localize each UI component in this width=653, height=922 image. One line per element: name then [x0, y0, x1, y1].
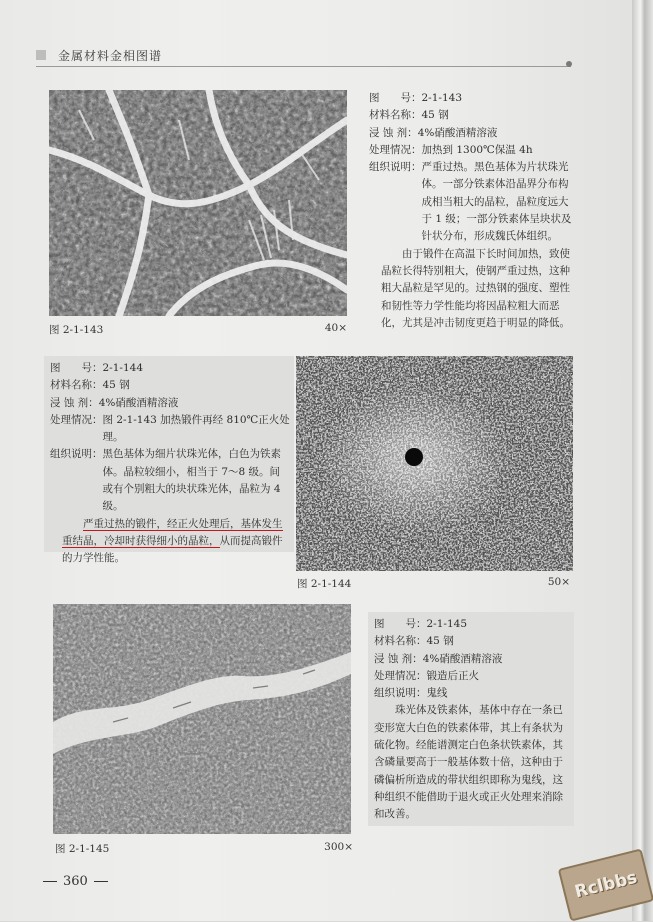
figure-number: 2-1-144: [102, 362, 143, 374]
caption-label: 图 2-1-145: [55, 843, 110, 855]
etchant: 4%硝酸酒精溶液: [98, 396, 179, 409]
page-number: 360: [37, 874, 114, 889]
discussion-paragraph: 严重过热的锻件，经正火处理后，基体发生重结晶，冷却时获得细小的晶粒，从而提高锻件的力学性能。: [62, 517, 283, 565]
watermark-stamp: Rclbbs: [558, 848, 653, 921]
treatment: 锻造后正火: [426, 669, 479, 682]
figure-number: 2-1-145: [426, 618, 467, 630]
magnification: 50×: [547, 576, 570, 588]
book-title: 金属材料金相图谱: [58, 48, 163, 63]
structure-description: 黑色基体为细片状珠光体，白色为铁素体。晶粒较细小，相当于 7～8 级。间或有个别粗大的块状珠光体，晶粒为 4 级。: [102, 448, 281, 513]
material-name: 45 钢: [426, 635, 454, 648]
page-edge: [632, 0, 653, 921]
material-name: 45 钢: [102, 379, 130, 392]
micrograph-2-1-143: [49, 90, 347, 316]
treatment: 图 2-1-143 加热锻件再经 810℃正火处理。: [102, 413, 290, 444]
structure-description: 严重过热。黑色基体为片状珠光体。一部分铁素体沿晶界分布构成相当粗大的晶粒，晶粒度远大于 1 级；一部分铁素体呈块状及针状分布，形成魏氏体组织。: [421, 161, 572, 243]
discussion-paragraph: 珠光体及铁素体，基体中存在一条已变形宽大白色的铁素体带，其上有条状为硫化物。经能谱测定白色条状铁素体，其含磷量要高于一般基体数十倍，这种由于磷偏析所造成的带状组织即称为鬼线，这种组织不能借助于退火或正火处理来消除和改善。: [374, 704, 563, 821]
caption-label: 图 2-1-144: [297, 578, 352, 590]
caption-label: 图 2-1-143: [49, 324, 104, 336]
header-dot: [566, 61, 572, 67]
header-marker: [36, 50, 46, 60]
figure-info-2-1-145: 图 号： 2-1-145 材料名称： 45 钢 浸 蚀 剂： 4%硝酸酒精溶液 处理情况： 锻造后正火 组织说明： 鬼线 珠光体及铁素体，基体中存在一条已变形宽大白色的铁素体带，其上有条状为硫化物。经能谱测定白色条状铁素体，其含磷量要高于一般基体数十倍，这种由于磷偏析所造成的带状组织即称为鬼线，这种组织不能借助于退火或正火处理来消除和改善。: [374, 616, 572, 824]
micrograph-2-1-145: [53, 604, 351, 834]
etchant: 4%硝酸酒精溶液: [422, 652, 503, 665]
figure-info-2-1-143: 图 号： 2-1-143 材料名称： 45 钢 浸 蚀 剂： 4%硝酸酒精溶液 处理情况： 加热到 1300℃保温 4h 组织说明： 严重过热。黑色基体为片状珠光体。一部分铁素体沿晶界分布构成相当粗大的晶粒，晶粒度远大于 1 级；一部分铁素体呈块状及针状分布，形成魏氏体组织。 由于锻件在高温下长时间加热，致使晶粒长得特别粗大，使钢严重过热，这种粗大晶粒是罕见的。过热钢的强度、塑性和韧性等力学性能均将因晶粒粗大而恶化，尤其是冲击韧度更趋于明显的降低。: [369, 90, 574, 332]
figure-info-2-1-144: 图 号： 2-1-144 材料名称： 45 钢 浸 蚀 剂： 4%硝酸酒精溶液 处理情况： 图 2-1-143 加热锻件再经 810℃正火处理。 组织说明： 黑色基体为细片状珠光体，白色为铁素体。晶粒较细小，相当于 7～8 级。间或有个别粗大的块状珠光体，晶粒为 4 级。 严重过热的锻件，经正火处理后，基体发生重结晶，冷却时获得细小的晶粒，从而提高锻件的力学性能。: [50, 360, 290, 568]
micrograph-2-1-144: [296, 356, 573, 571]
figure-caption-2-1-143: [49, 322, 347, 337]
magnification: 300×: [324, 841, 353, 853]
material-name: 45 钢: [421, 109, 449, 122]
figure-caption-2-1-145: [55, 841, 353, 856]
running-header: [36, 44, 576, 66]
figure-caption-2-1-144: [297, 576, 570, 591]
treatment: 加热到 1300℃保温 4h: [421, 143, 533, 156]
structure-description: 鬼线: [426, 687, 448, 700]
highlighted-text: 严重过热的锻件，经正火处理后，基体发生重结晶，冷却时获得细小的晶粒，: [62, 517, 283, 547]
figure-number: 2-1-143: [421, 92, 462, 104]
magnification: 40×: [324, 322, 347, 334]
etchant: 4%硝酸酒精溶液: [417, 126, 498, 139]
header-rule: [36, 66, 571, 67]
discussion-paragraph: 由于锻件在高温下长时间加热，致使晶粒长得特别粗大，使钢严重过热，这种粗大晶粒是罕见的。过热钢的强度、塑性和韧性等力学性能均将因晶粒粗大而恶化，尤其是冲击韧度更趋于明显的降低。: [381, 247, 570, 329]
